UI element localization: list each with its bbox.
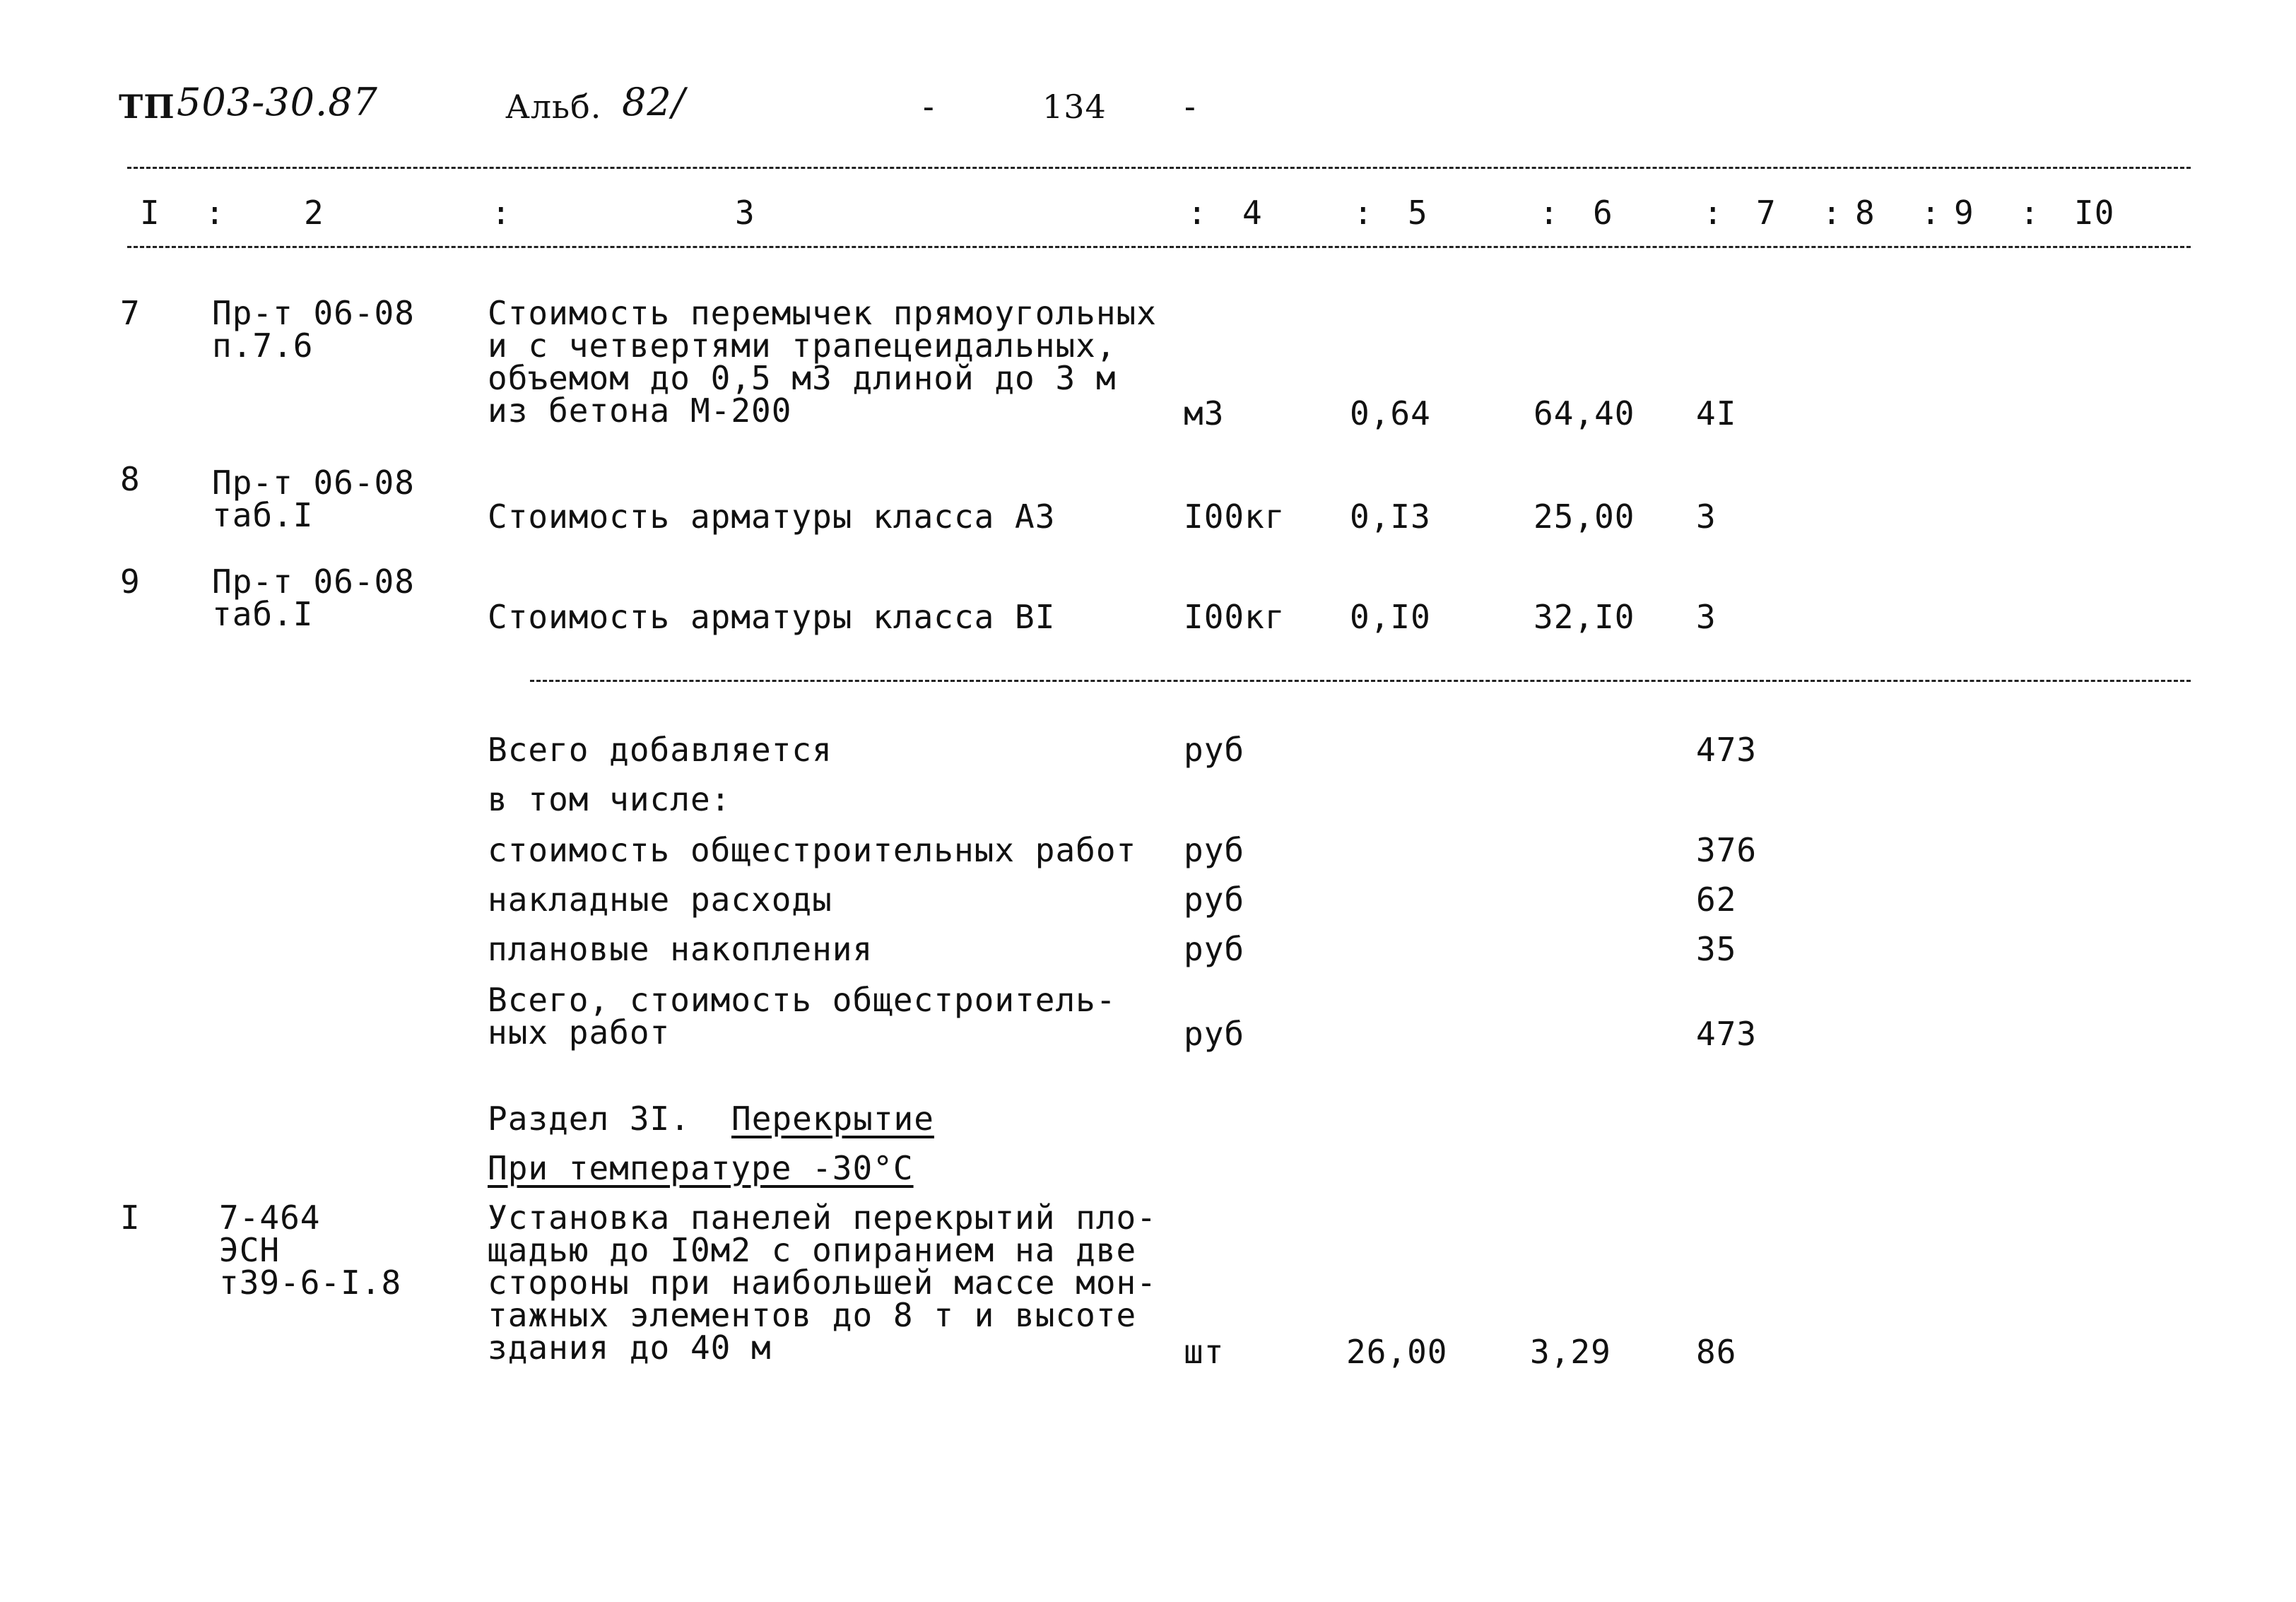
row-description: щадью до I0м2 с опиранием на две <box>488 1231 1137 1269</box>
col-sep: : <box>1703 194 1724 232</box>
row-ref: п.7.6 <box>212 326 314 365</box>
row-number: 8 <box>120 460 141 498</box>
summary-label: ных работ <box>488 1013 671 1052</box>
col-8-header: 8 <box>1855 194 1876 232</box>
col-sep: : <box>2020 194 2040 232</box>
row-quantity: 0,64 <box>1350 394 1431 432</box>
header-alb-num: 82/ <box>622 80 685 124</box>
totals-rule <box>530 680 2191 682</box>
row-quantity: 0,I0 <box>1350 598 1431 636</box>
section-condition: При температуре -30°С <box>488 1149 914 1187</box>
section-title: Перекрытие <box>731 1100 934 1138</box>
row-description: тажных элементов до 8 т и высоте <box>488 1296 1137 1334</box>
row-number: 7 <box>120 294 141 332</box>
row-description: и с четвертями трапецеидальных, <box>488 326 1117 365</box>
row-quantity: 26,00 <box>1346 1333 1448 1371</box>
summary-unit: руб <box>1184 831 1245 869</box>
col-10-header: I0 <box>2074 194 2115 232</box>
col-1-header: I <box>140 194 160 232</box>
col-sep: : <box>1353 194 1374 232</box>
section-prefix: Раздел 3I. <box>488 1100 690 1138</box>
summary-label: в том числе: <box>488 780 731 818</box>
top-rule <box>127 167 2191 169</box>
col-5-header: 5 <box>1408 194 1428 232</box>
header-dash-left: - <box>919 88 939 126</box>
header-page-number: 134 <box>1042 88 1107 126</box>
row-description: Стоимость перемычек прямоугольных <box>488 294 1157 332</box>
summary-label: Всего добавляется <box>488 731 832 769</box>
header-tp: ТП <box>119 88 175 126</box>
summary-total: 376 <box>1696 831 1758 869</box>
col-sep: : <box>1187 194 1208 232</box>
summary-unit: руб <box>1184 930 1245 968</box>
column-header-rule <box>127 246 2191 248</box>
summary-total: 473 <box>1696 731 1758 769</box>
col-sep: : <box>1822 194 1842 232</box>
row-unit: м3 <box>1184 394 1225 432</box>
summary-total: 35 <box>1696 930 1737 968</box>
col-7-header: 7 <box>1756 194 1777 232</box>
summary-total: 473 <box>1696 1015 1758 1053</box>
summary-label: накладные расходы <box>488 880 832 919</box>
row-total: 4I <box>1696 394 1737 432</box>
row-description: Стоимость арматуры класса ВI <box>488 598 1056 636</box>
row-ref: 7-464 <box>219 1198 321 1237</box>
summary-total: 62 <box>1696 880 1737 919</box>
summary-unit: руб <box>1184 731 1245 769</box>
col-sep: : <box>491 194 512 232</box>
row-ref: Пр-т 06-08 <box>212 464 415 502</box>
row-price: 32,I0 <box>1533 598 1635 636</box>
summary-label: плановые накопления <box>488 930 873 968</box>
row-number: I <box>120 1198 141 1237</box>
row-unit: I00кг <box>1184 497 1285 536</box>
row-ref: Пр-т 06-08 <box>212 563 415 601</box>
row-price: 64,40 <box>1533 394 1635 432</box>
col-9-header: 9 <box>1954 194 1974 232</box>
col-sep: : <box>1921 194 1941 232</box>
row-total: 86 <box>1696 1333 1737 1371</box>
summary-label: стоимость общестроительных работ <box>488 831 1137 869</box>
header-alb-label: Альб. <box>505 88 602 126</box>
header-code: 503-30.87 <box>177 80 378 124</box>
row-ref: Пр-т 06-08 <box>212 294 415 332</box>
row-price: 25,00 <box>1533 497 1635 536</box>
summary-unit: руб <box>1184 880 1245 919</box>
row-description: Стоимость арматуры класса А3 <box>488 497 1056 536</box>
row-ref: таб.I <box>212 496 314 534</box>
row-description: объемом до 0,5 м3 длиной до 3 м <box>488 359 1117 397</box>
summary-unit: руб <box>1184 1015 1245 1053</box>
row-ref: ЭСН <box>219 1231 281 1269</box>
col-6-header: 6 <box>1593 194 1613 232</box>
header-dash-right: - <box>1180 88 1201 126</box>
row-ref: таб.I <box>212 595 314 633</box>
row-unit: шт <box>1184 1333 1225 1371</box>
col-sep: : <box>205 194 225 232</box>
summary-label: Всего, стоимость общестроитель- <box>488 981 1117 1019</box>
col-3-header: 3 <box>735 194 755 232</box>
col-4-header: 4 <box>1242 194 1263 232</box>
col-sep: : <box>1539 194 1560 232</box>
row-description: из бетона М-200 <box>488 391 792 430</box>
row-quantity: 0,I3 <box>1350 497 1431 536</box>
col-2-header: 2 <box>304 194 324 232</box>
row-total: 3 <box>1696 598 1717 636</box>
row-total: 3 <box>1696 497 1717 536</box>
row-price: 3,29 <box>1530 1333 1611 1371</box>
row-ref: т39-6-I.8 <box>219 1264 402 1302</box>
row-description: стороны при наибольшей массе мон- <box>488 1264 1157 1302</box>
row-description: Установка панелей перекрытий пло- <box>488 1198 1157 1237</box>
row-description: здания до 40 м <box>488 1329 772 1367</box>
row-unit: I00кг <box>1184 598 1285 636</box>
row-number: 9 <box>120 563 141 601</box>
